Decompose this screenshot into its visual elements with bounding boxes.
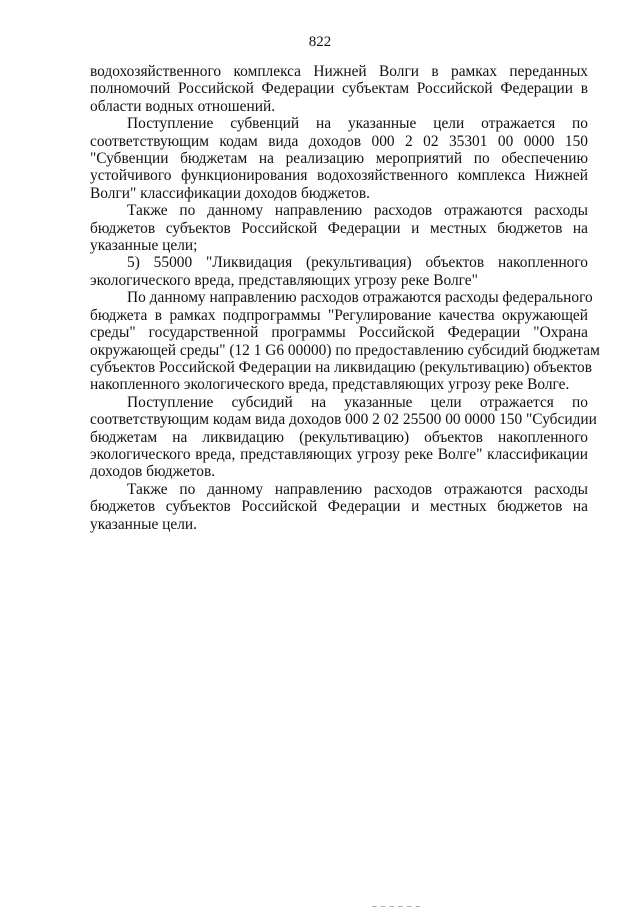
text-line: Поступление субвенций на указанные цели отражается по <box>127 115 588 133</box>
page-number: 822 <box>308 34 332 50</box>
text-line: соответствующим кодам вида доходов 000 2 02 35301 00 0000 150 <box>90 132 588 150</box>
text-line: экологического вреда, представляющих угрозу реке Волге" классификации <box>90 445 588 463</box>
paragraph-federal-expenses <box>90 289 600 394</box>
paragraph-continuation <box>90 63 588 115</box>
text-line: экологического вреда, представляющих угрозу реке Волге" <box>90 271 478 289</box>
text-line: водохозяйственного комплекса Нижней Волги в рамках переданных <box>90 63 588 80</box>
text-line: По данному направлению расходов отражаются расходы федерального <box>127 289 593 307</box>
text-line: Волги" классификации доходов бюджетов. <box>90 184 370 202</box>
text-line: указанные цели. <box>90 515 198 533</box>
text-line: субъектов Российской Федерации на ликвидацию (рекультивацию) объектов <box>90 358 593 376</box>
text-line: полномочий Российской Федерации субъектам Российской Федерации в <box>90 80 588 98</box>
text-line: окружающей среды" (12 1 G6 00000) по предоставлению субсидий бюджетам <box>90 341 600 359</box>
text-line: области водных отношений. <box>90 97 276 115</box>
text-line: 5) 55000 "Ликвидация (рекультивация) объектов накопленного <box>127 254 588 272</box>
text-line: соответствующим кодам вида доходов 000 2 02 25500 00 0000 150 "Субсидии <box>90 411 597 429</box>
paragraph-regional-expenses-final <box>90 481 588 533</box>
document-body <box>90 63 600 533</box>
bottom-edge-mark: _ _ _ _ _ _ <box>372 898 422 908</box>
text-line: бюджетам на ликвидацию (рекультивацию) объектов накопленного <box>90 428 588 446</box>
text-line: среды" государственной программы Российской Федерации "Охрана <box>90 324 588 342</box>
text-line: "Субвенции бюджетам на реализацию мероприятий по обеспечению <box>90 150 588 168</box>
paragraph-item-5 <box>90 254 588 289</box>
text-line: бюджетов субъектов Российской Федерации и местных бюджетов на <box>90 219 588 237</box>
paragraph-subsidy-receipts <box>90 393 597 481</box>
text-line: устойчивого функционирования водохозяйственного комплекса Нижней <box>90 167 588 185</box>
paragraph-subvention-receipts <box>90 115 588 202</box>
text-line: Поступление субсидий на указанные цели отражается по <box>127 393 588 411</box>
text-line: Также по данному направлению расходов отражаются расходы <box>127 480 588 498</box>
text-line: бюджета в рамках подпрограммы "Регулирование качества окружающей <box>90 306 588 324</box>
text-line: доходов бюджетов. <box>90 463 216 481</box>
paragraph-regional-expenses <box>90 202 588 254</box>
text-line: накопленного экологического вреда, представляющих угрозу реке Волге. <box>90 376 570 394</box>
text-line: бюджетов субъектов Российской Федерации и местных бюджетов на <box>90 498 588 516</box>
text-line: Также по данному направлению расходов отражаются расходы <box>127 202 588 220</box>
text-line: указанные цели; <box>90 237 198 255</box>
